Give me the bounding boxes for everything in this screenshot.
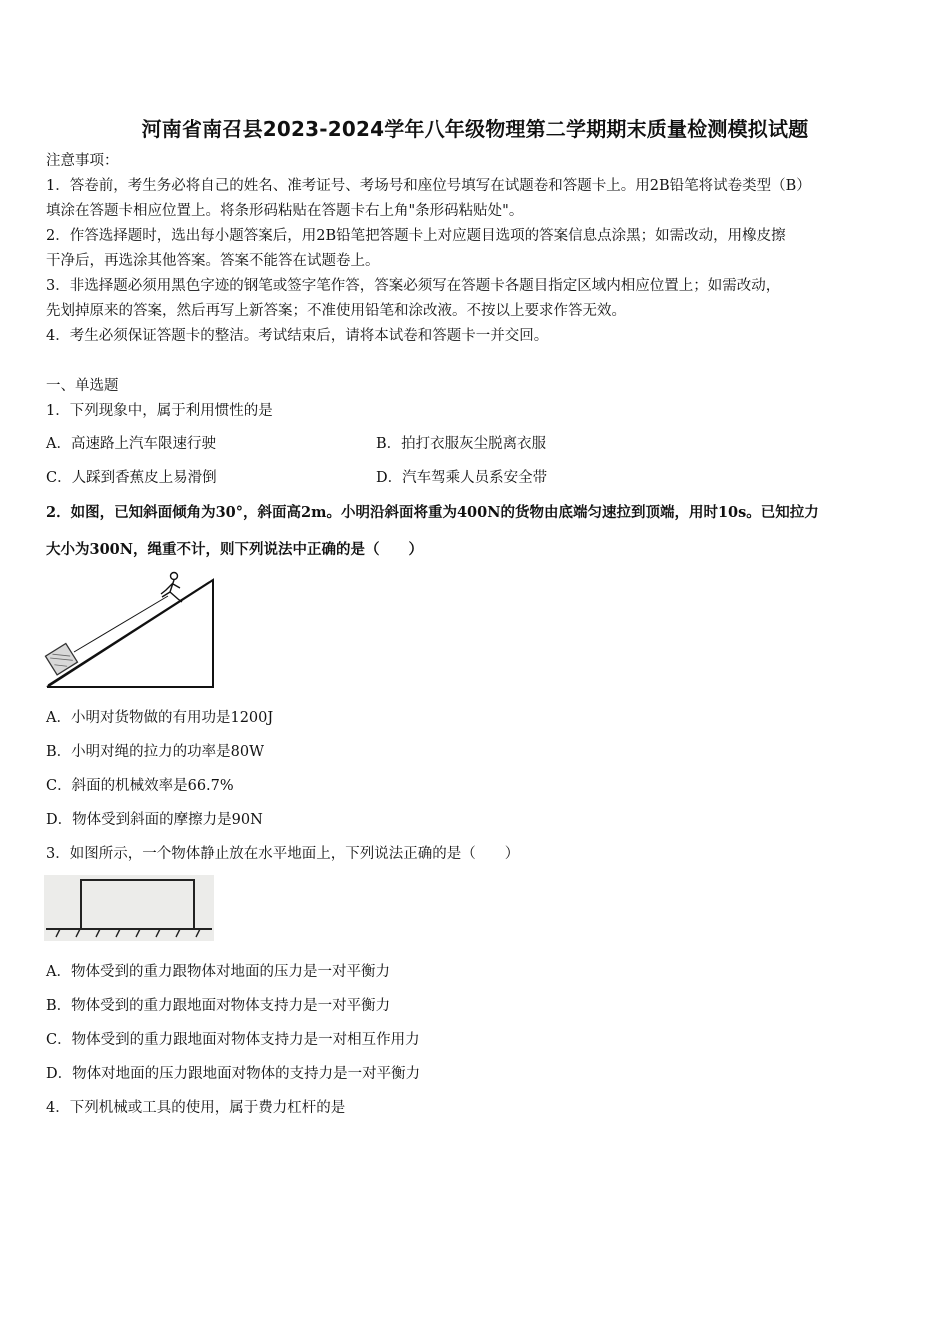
- page-title: 河南省南召县2023-2024学年八年级物理第二学期期末质量检测模拟试题: [141, 117, 809, 141]
- notice-line: 干净后，再选涂其他答案。答案不能答在试题卷上。: [46, 253, 380, 269]
- section-heading: 一、单选题: [46, 378, 119, 394]
- notice-line: 2．作答选择题时，选出每小题答案后，用2B铅笔把答题卡上对应题目选项的答案信息点涂黑；如需改动，用橡皮擦: [46, 228, 786, 244]
- notice-heading: 注意事项：: [46, 153, 119, 169]
- q3-option-a: A．物体受到的重力跟物体对地面的压力是一对平衡力: [46, 964, 390, 980]
- q3-option-d: D．物体对地面的压力跟地面对物体的支持力是一对平衡力: [46, 1066, 421, 1082]
- q3-option-c: C．物体受到的重力跟地面对物体支持力是一对相互作用力: [46, 1032, 420, 1048]
- q2-option-d: D．物体受到斜面的摩擦力是90N: [46, 812, 263, 828]
- q1-option-c: C．人踩到香蕉皮上易滑倒: [46, 470, 217, 486]
- q3-stem: 3．如图所示，一个物体静止放在水平地面上，下列说法正确的是（ ）: [46, 846, 520, 862]
- incline-figure: [44, 568, 219, 690]
- q2-option-c: C．斜面的机械效率是66.7%: [46, 778, 234, 794]
- q2-option-b: B．小明对绳的拉力的功率是80W: [46, 744, 265, 760]
- q1-stem: 1．下列现象中，属于利用惯性的是: [46, 403, 273, 419]
- q2-option-a: A．小明对货物做的有用功是1200J: [46, 710, 274, 726]
- q1-option-d: D．汽车驾乘人员系安全带: [376, 470, 548, 486]
- person-figure: [161, 573, 182, 603]
- q3-option-b: B．物体受到的重力跟地面对物体支持力是一对平衡力: [46, 998, 391, 1014]
- block-on-ground-figure: [44, 875, 214, 941]
- notice-line: 1．答卷前，考生务必将自己的姓名、准考证号、考场号和座位号填写在试题卷和答题卡上。用2B铅笔将试卷类型（B）: [46, 178, 811, 194]
- notice-line: 先划掉原来的答案，然后再写上新答案；不准使用铅笔和涂改液。不按以上要求作答无效。: [46, 303, 626, 319]
- q2-stem: 大小为300N，绳重不计，则下列说法中正确的是（ ）: [46, 541, 424, 558]
- notice-line: 3．非选择题必须用黑色字迹的钢笔或签字笔作答，答案必须写在答题卡各题目指定区域内相应位置上；如需改动，: [46, 278, 781, 294]
- notice-line: 填涂在答题卡相应位置上。将条形码粘贴在答题卡右上角"条形码粘贴处"。: [46, 203, 524, 219]
- q2-stem: 2．如图，已知斜面倾角为30°，斜面高2m。小明沿斜面将重为400N的货物由底端匀速拉到顶端，用时10s。已知拉力: [46, 504, 819, 521]
- q1-option-a: A．高速路上汽车限速行驶: [46, 436, 216, 452]
- notice-line: 4．考生必须保证答题卡的整洁。考试结束后，请将本试卷和答题卡一并交回。: [46, 328, 549, 344]
- q4-stem: 4．下列机械或工具的使用，属于费力杠杆的是: [46, 1100, 346, 1116]
- q1-option-b: B．拍打衣服灰尘脱离衣服: [376, 436, 547, 452]
